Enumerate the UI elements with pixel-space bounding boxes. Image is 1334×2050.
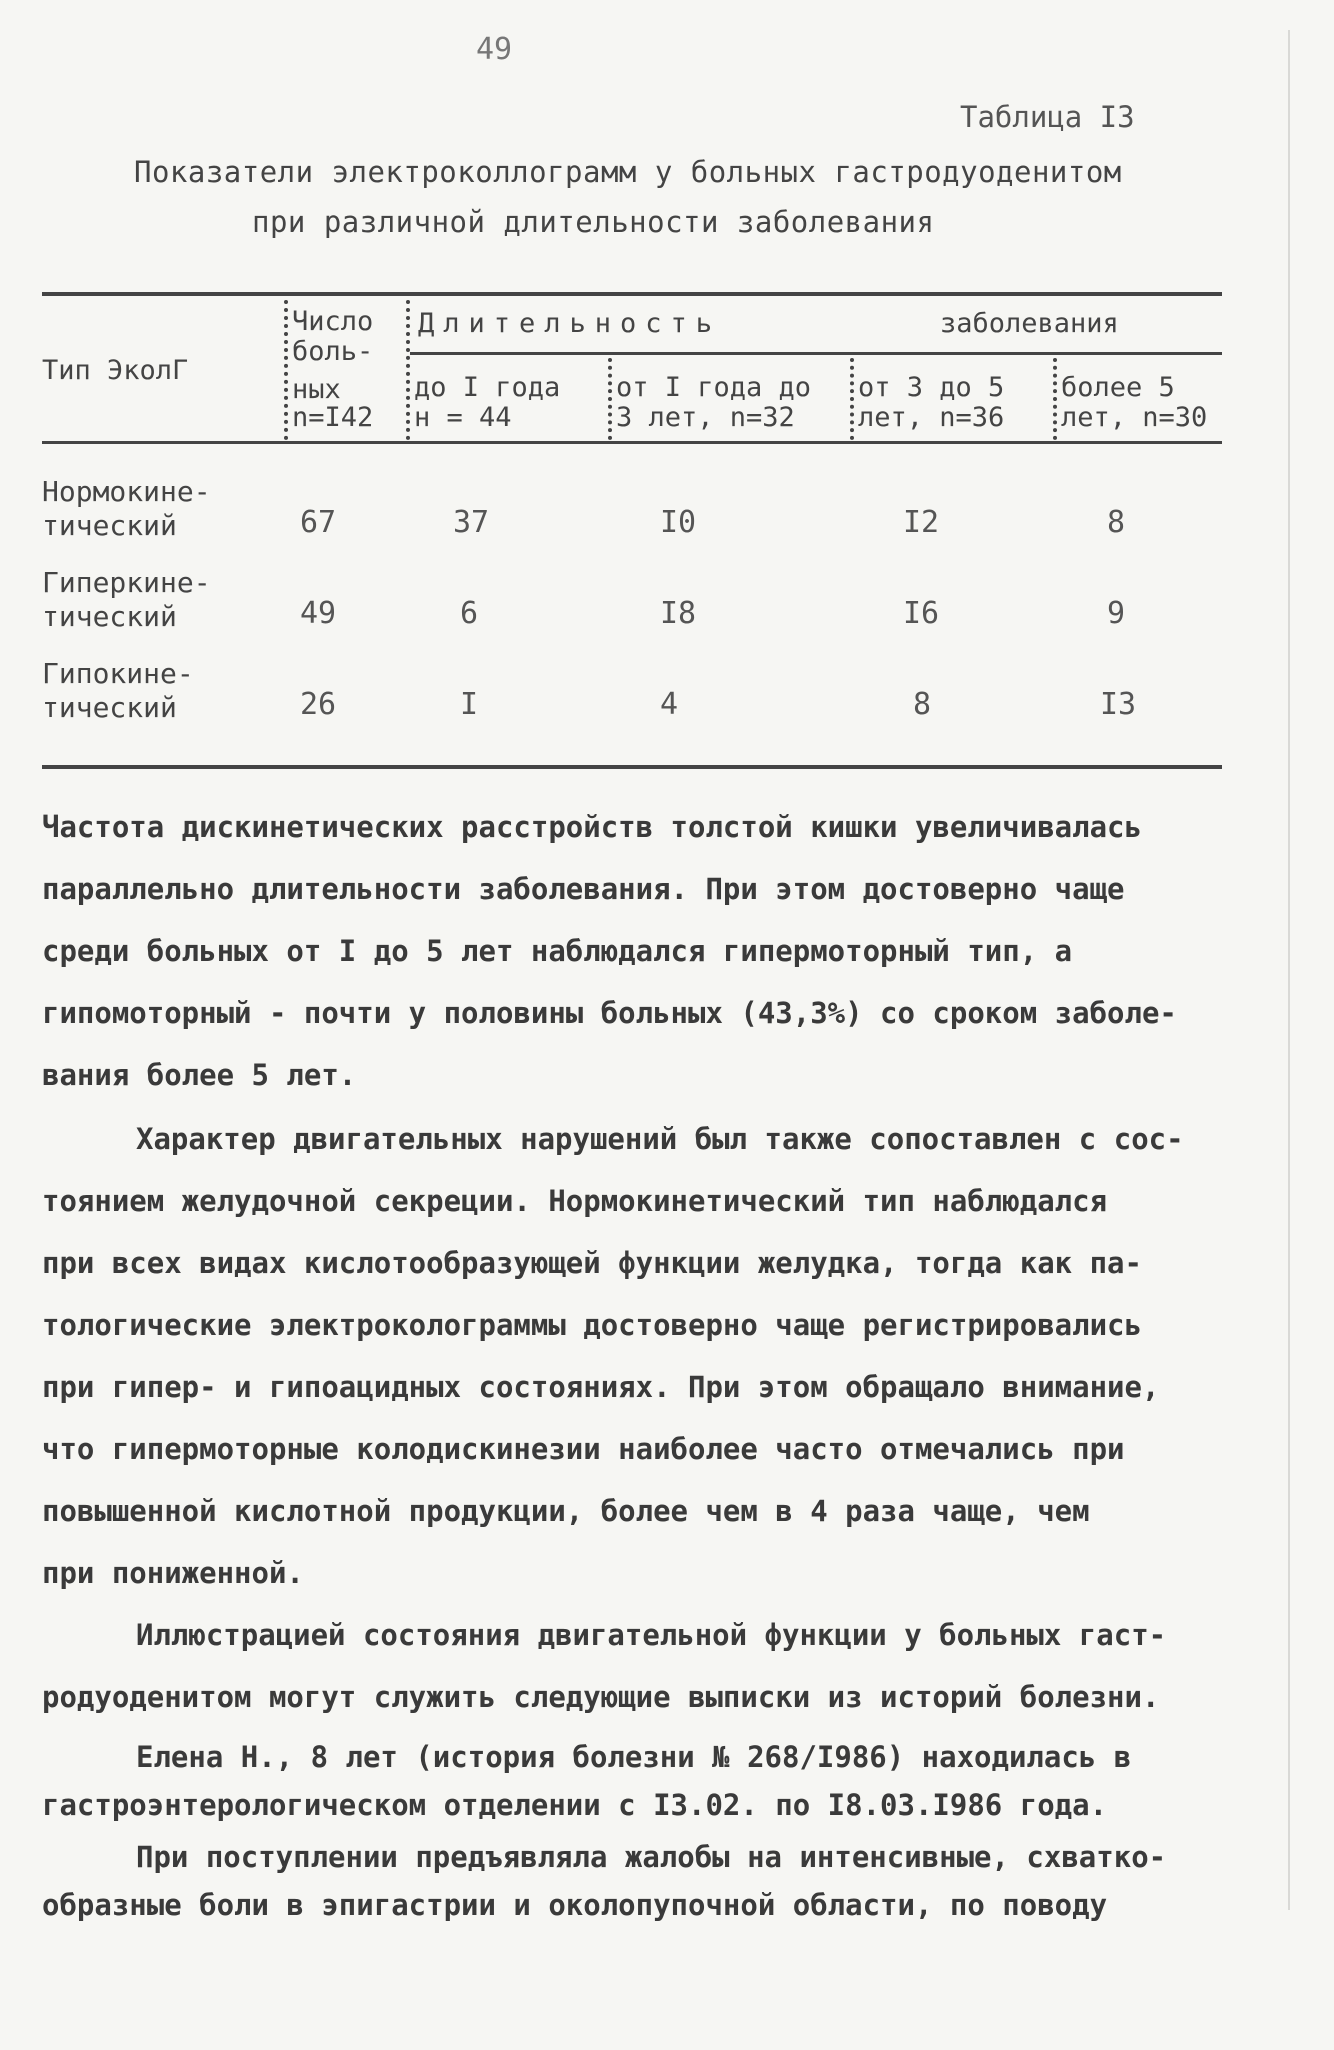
body-text-line: тоянием желудочной секреции. Нормокинетический тип наблюдался: [42, 1184, 1108, 1218]
col-separator: [1053, 358, 1057, 440]
body-text-line: при всех видах кислотообразующей функции желудка, тогда как па-: [42, 1246, 1142, 1280]
subheader-1-to-3-years-n: 3 лет, n=32: [616, 402, 795, 433]
table-cell: 26: [300, 687, 337, 722]
table-cell: I8: [660, 596, 697, 631]
table-cell: I0: [660, 505, 697, 540]
table-cell: 8: [1107, 505, 1126, 540]
body-text-line: родуоденитом могут служить следующие выписки из историй болезни.: [42, 1680, 1160, 1714]
table-cell: 6: [460, 596, 479, 631]
body-text-line: Характер двигательных нарушений был также сопоставлен с сос-: [136, 1122, 1184, 1156]
header-type: Тип ЭколГ: [42, 355, 189, 386]
subheader-3-to-5-years: от 3 до 5: [858, 372, 1005, 403]
body-text-line: параллельно длительности заболевания. При этом достоверно чаще: [42, 872, 1125, 906]
table-cell: I3: [1100, 687, 1137, 722]
table-label: Таблица I3: [960, 100, 1135, 134]
table-cell: 4: [660, 687, 679, 722]
body-text-line: Елена Н., 8 лет (история болезни № 268/I986) находилась в: [136, 1740, 1132, 1774]
subheader-up-to-1-year-n: н = 44: [414, 402, 512, 433]
row-label: тический: [42, 600, 177, 633]
body-text-line: гастроэнтерологическом отделении с I3.02. по I8.03.I986 года.: [42, 1788, 1108, 1822]
body-text-line: При поступлении предъявляла жалобы на интенсивные, схватко-: [136, 1840, 1167, 1874]
table-bottom-rule: [42, 765, 1222, 769]
subheader-over-5-years: более 5: [1061, 372, 1175, 403]
body-text-line: вания более 5 лет.: [42, 1058, 357, 1092]
table-cell: 67: [300, 505, 337, 540]
table-top-rule: [42, 292, 1222, 296]
col-separator: [608, 358, 612, 440]
page-number: 49: [476, 32, 513, 67]
table-group-rule: [410, 352, 1222, 355]
table-cell: I2: [903, 505, 940, 540]
body-text-line: при пониженной.: [42, 1556, 304, 1590]
table-cell: 9: [1107, 596, 1126, 631]
row-label: тический: [42, 509, 177, 542]
body-text-line: тологические электроколограммы достоверно чаще регистрировались: [42, 1308, 1142, 1342]
body-text-line: повышенной кислотной продукции, более чем в 4 раза чаще, чем: [42, 1494, 1090, 1528]
header-count-line: боль-: [292, 336, 374, 367]
subheader-1-to-3-years: от I года до: [616, 372, 812, 403]
header-disease: заболевания: [940, 308, 1119, 339]
header-duration: Длительность: [418, 308, 722, 339]
col-separator: [406, 300, 410, 440]
table-cell: I: [460, 687, 479, 722]
body-text-line: среди больных от I до 5 лет наблюдался гипермоторный тип, а: [42, 934, 1073, 968]
header-count-line: ных: [292, 374, 341, 405]
table-cell: 8: [913, 687, 932, 722]
subheader-up-to-1-year: до I года: [414, 372, 561, 403]
row-label: Гипокине-: [42, 657, 194, 690]
body-text-line: что гипермоторные колодискинезии наиболее часто отмечались при: [42, 1432, 1125, 1466]
table-cell: 49: [300, 596, 337, 631]
header-count-line: n=I42: [292, 402, 374, 433]
body-text-line: Частота дискинетических расстройств толстой кишки увеличивалась: [42, 810, 1142, 844]
col-separator: [284, 300, 288, 440]
table-title-line-2: при различной длительности заболевания: [252, 205, 935, 239]
table-header-rule: [42, 441, 1222, 444]
table-cell: 37: [453, 505, 490, 540]
row-label: Нормокине-: [42, 475, 211, 508]
row-label: Гиперкине-: [42, 566, 211, 599]
body-text-line: образные боли в эпигастрии и околопупочной области, по поводу: [42, 1888, 1108, 1922]
body-text-line: гипомоторный - почти у половины больных (43,3%) со сроком заболе-: [42, 996, 1177, 1030]
body-text-line: Иллюстрацией состояния двигательной функции у больных гаст-: [136, 1618, 1167, 1652]
subheader-3-to-5-years-n: лет, n=36: [858, 402, 1005, 433]
table-cell: I6: [903, 596, 940, 631]
row-label: тический: [42, 691, 177, 724]
subheader-over-5-years-n: лет, n=30: [1061, 402, 1208, 433]
col-separator: [850, 358, 854, 440]
body-text-line: при гипер- и гипоацидных состояниях. При этом обращало внимание,: [42, 1370, 1160, 1404]
table-title-line-1: Показатели электроколлограмм у больных гастродуоденитом: [134, 155, 1122, 189]
header-count-line: Число: [292, 306, 374, 337]
scan-edge-line: [1288, 30, 1290, 1910]
